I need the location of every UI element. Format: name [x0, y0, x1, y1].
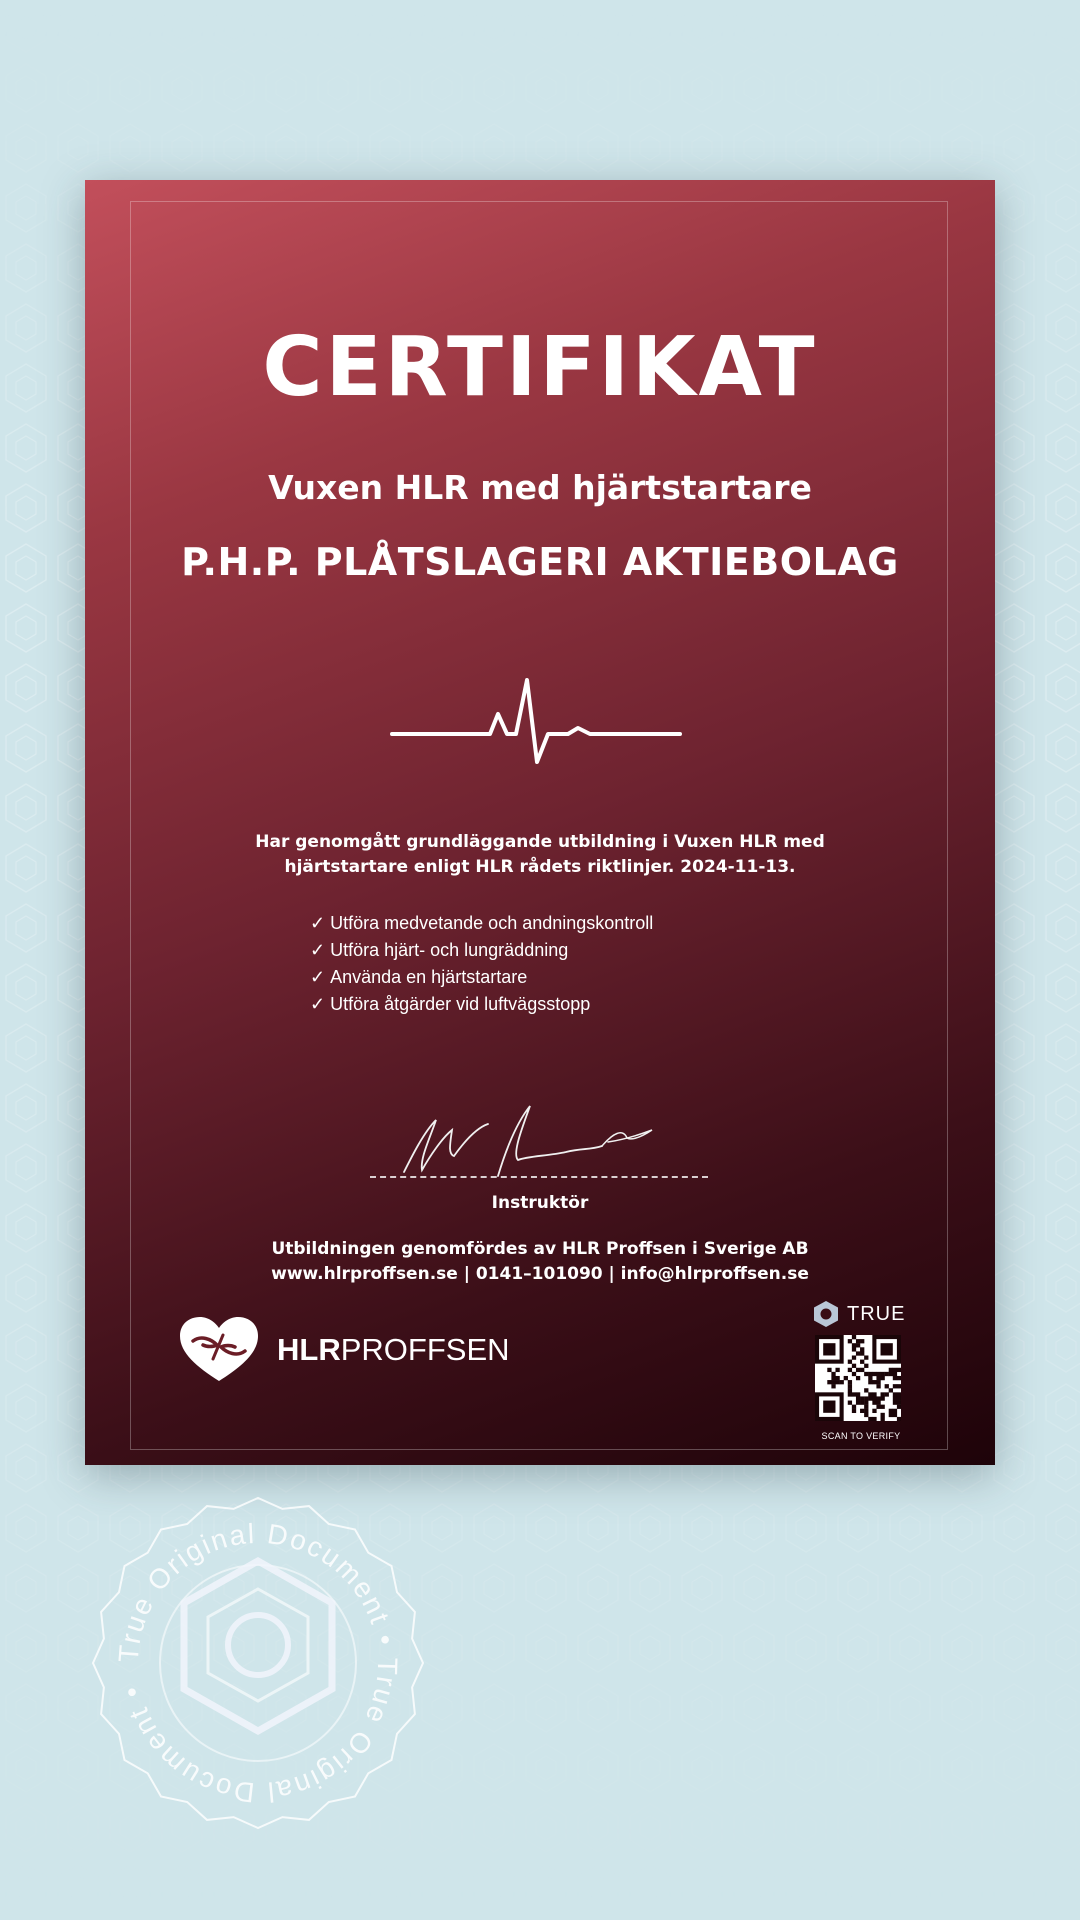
- true-original-document-seal: [88, 1493, 428, 1833]
- signature-label: Instruktör: [491, 1193, 589, 1213]
- organizer-line: Utbildningen genomfördes av HLR Proffsen i Sverige AB: [271, 1239, 809, 1259]
- course-name: Vuxen HLR med hjärtstartare: [268, 468, 812, 507]
- certificate-description: Har genomgått grundläggande utbildning i Vuxen HLR med hjärtstartare enligt HLR rådets riktlinjer. 2024-11-13.: [255, 832, 825, 877]
- skill-item: ✓ Utföra hjärt- och lungräddning: [310, 937, 653, 964]
- certificate: [85, 180, 995, 1465]
- skill-item: ✓ Utföra åtgärder vid luftvägsstopp: [310, 991, 653, 1018]
- logo-text-light: PROFFSEN: [340, 1332, 510, 1367]
- skill-item: ✓ Använda en hjärtstartare: [310, 964, 653, 991]
- logo-text-bold: HLR: [277, 1332, 341, 1367]
- true-brand: TRUE: [847, 1303, 906, 1325]
- certificate-title: CERTIFIKAT: [262, 320, 818, 415]
- hlr-proffsen-logo: [277, 1332, 510, 1368]
- organizer-info: [85, 1237, 995, 1287]
- true-logo-icon: [811, 1300, 841, 1328]
- skills-list: [310, 910, 653, 1018]
- seal-text: True Original Document • True Original Document •: [112, 1517, 404, 1809]
- scan-to-verify-label: SCAN TO VERIFY: [821, 1431, 901, 1441]
- signature-line: [370, 1176, 708, 1178]
- hlr-heart-hands-icon: [177, 1315, 261, 1385]
- qr-code[interactable]: [815, 1335, 901, 1421]
- instructor-signature: [390, 1098, 690, 1178]
- heartbeat-icon: [390, 674, 690, 774]
- skill-item: ✓ Utföra medvetande och andningskontroll: [310, 910, 653, 937]
- recipient-name: P.H.P. PLÅTSLAGERI AKTIEBOLAG: [181, 540, 899, 584]
- contact-line: www.hlrproffsen.se | 0141–101090 | info@hlrproffsen.se: [271, 1264, 809, 1284]
